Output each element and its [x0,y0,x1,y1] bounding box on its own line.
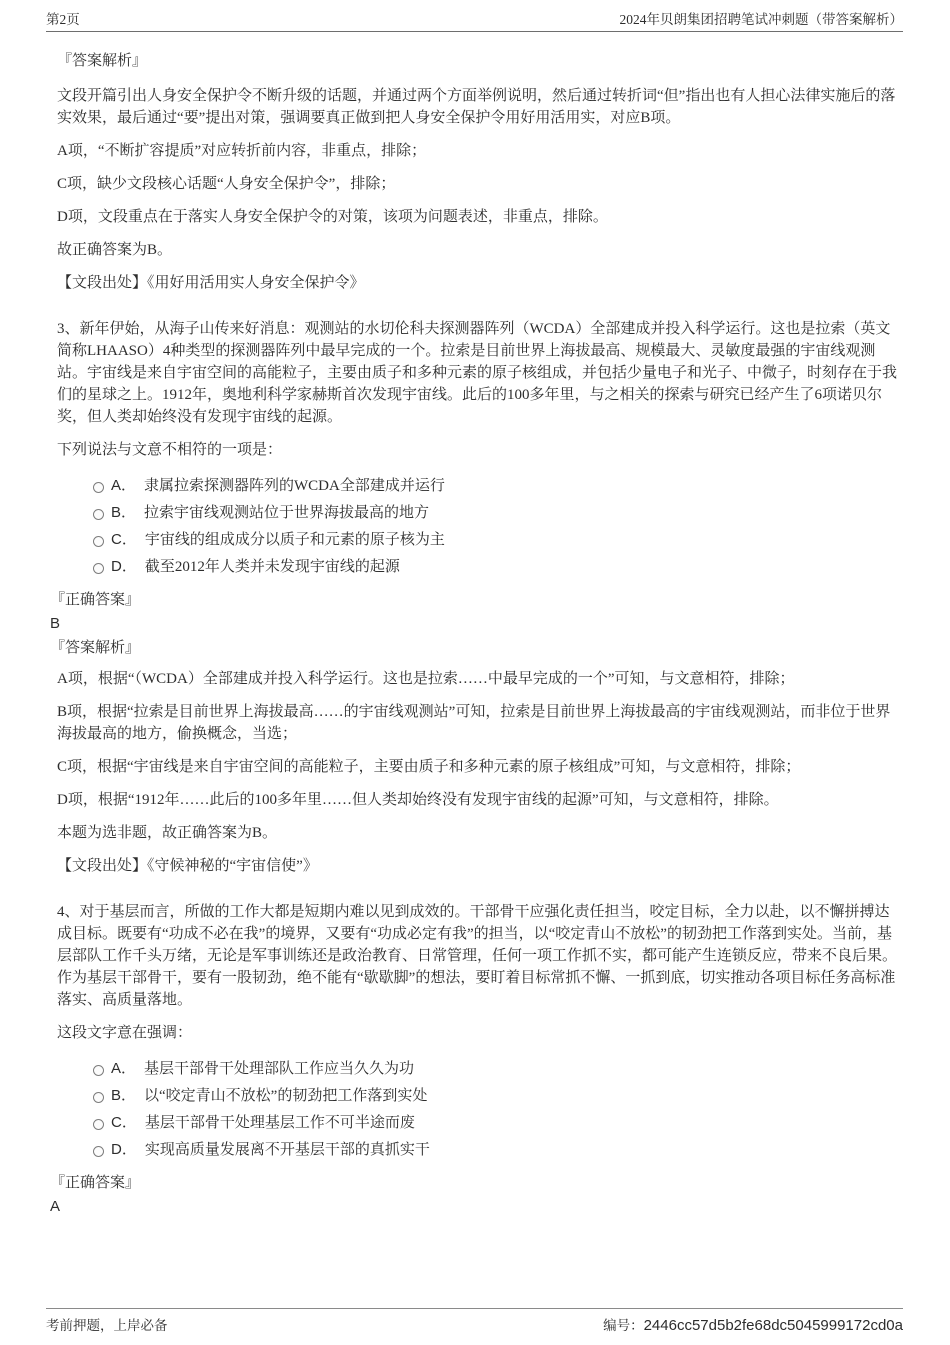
option-text: 宇宙线的组成成分以质子和元素的原子核为主 [144,532,445,548]
option-letter: B． [111,1087,137,1104]
option-text: 实现高质量发展离不开基层干部的真抓实干 [144,1142,430,1158]
correct-answer-label: 『正确答案』 [50,592,141,608]
question-4-section [50,901,902,1219]
footer-divider [46,1308,903,1309]
document-title: 2024年贝朗集团招聘笔试冲刺题（带答案解析） [619,12,903,27]
question-3-section [50,318,902,877]
option-text: 以“咬定青山不放松”的韧劲把工作落到实处 [144,1088,428,1104]
radio-button[interactable] [93,536,104,547]
page-content [50,50,902,1227]
page-header [46,11,903,29]
radio-button[interactable] [93,1092,104,1103]
serial-number [603,1314,903,1334]
analysis-item-b: B项，根据“拉索是目前世界上海拔最高……的宇宙线观测站”可知，拉索是目前世界上海拔最高的宇宙线观测站，而非位于世界海拔最高的地方，偷换概念，当选； [57,704,891,742]
q4-option-a[interactable] [57,1058,902,1080]
option-letter: C． [111,531,137,548]
option-letter: A． [111,1060,137,1077]
option-letter: A． [111,477,137,494]
source-reference: 【文段出处】《用好用活用实人身安全保护令》 [57,275,365,291]
analysis-label: 『答案解析』 [50,640,141,656]
page-number: 第2页 [46,12,80,27]
correct-answer-label: 『正确答案』 [50,1175,141,1191]
q3-option-c[interactable] [57,529,902,551]
q4-answer-block [50,1171,902,1219]
option-text: 基层干部骨干处理部队工作应当久久为功 [144,1061,415,1077]
radio-button[interactable] [93,1065,104,1076]
q4-option-d[interactable] [57,1139,902,1161]
serial-value: 2446cc57d5b2fe68dc5045999172cd0a [643,1317,903,1334]
analysis-item-d: D项，文段重点在于落实人身安全保护令的对策，该项为问题表述，非重点，排除。 [57,209,608,225]
option-letter: D． [111,1141,137,1158]
correct-answer-value: B [50,615,61,632]
q3-answer-block [50,588,902,660]
option-text: 拉索宇宙线观测站位于世界海拔最高的地方 [144,505,430,521]
question-stem: 3、新年伊始，从海子山传来好消息：观测站的水切伦科夫探测器阵列（WCDA）全部建成并投入科学运行。这也是拉索（英文简称LHAASO）4种类型的探测器阵列中最早完成的一个。拉索是目前世界上海拔最高、规模最大、灵敏度最强的宇宙线观测站。宇宙线是来自宇宙空间的高能粒子，主要由质子和多种元素的原子核组成，并包括少量电子和光子、中微子，时刻存在于我们的星球之上。1912年，奥地利科学家赫斯首次发现宇宙线。此后的100多年里，与之相关的探索与研究已经产生了6项诺贝尔奖，但人类却始终没有发现宇宙线的起源。 [57,321,898,425]
analysis-item-a: A项，“不断扩容提质”对应转折前内容，非重点，排除； [57,143,427,159]
q4-options [57,1058,902,1161]
analysis-item-a: A项，根据“（WCDA）全部建成并投入科学运行。这也是拉索……中最早完成的一个”可知，与文意相符，排除； [57,671,795,687]
q2-analysis-section [57,50,902,294]
header-divider [46,31,903,32]
page-footer [46,1314,903,1334]
serial-label: 编号： [603,1318,644,1333]
radio-button[interactable] [93,1146,104,1157]
q3-option-d[interactable] [57,556,902,578]
q4-option-c[interactable] [57,1112,902,1134]
q3-option-a[interactable] [57,475,902,497]
analysis-item-c: C项，根据“宇宙线是来自宇宙空间的高能粒子，主要由质子和多种元素的原子核组成”可知，与文意相符，排除； [57,759,801,775]
analysis-label: 『答案解析』 [57,53,148,69]
question-stem: 4、对于基层而言，所做的工作大都是短期内难以见到成效的。干部骨干应强化责任担当，咬定目标，全力以赴，以不懈拼搏达成目标。既要有“功成不必在我”的境界，又要有“功成必定有我”的担当，以“咬定青山不放松”的韧劲把工作落到实处。当前，基层部队工作千头万绪，无论是军事训练还是政治教育、日常管理，任何一项工作抓不实，都可能产生连锁反应，带来不良后果。作为基层干部骨干，要有一股韧劲，绝不能有“歇歇脚”的想法，要盯着目标常抓不懈、一抓到底，切实推动各项目标任务高标准落实、高质量落地。 [57,904,898,1008]
question-prompt: 这段文字意在强调： [57,1025,193,1041]
correct-answer-value: A [50,1198,61,1215]
analysis-item-c: C项，缺少文段核心话题“人身安全保护令”，排除； [57,176,396,192]
radio-button[interactable] [93,509,104,520]
radio-button[interactable] [93,563,104,574]
option-letter: D． [111,558,137,575]
q3-options [57,475,902,578]
option-letter: B． [111,504,137,521]
q4-option-b[interactable] [57,1085,902,1107]
source-reference: 【文段出处】《守候神秘的“宇宙信使”》 [57,858,318,874]
analysis-summary: 文段开篇引出人身安全保护令不断升级的话题，并通过两个方面举例说明，然后通过转折词“但”指出也有人担心法律实施后的落实效果，最后通过“要”提出对策，强调要真正做到把人身安全保护令用好用活用实，对应B项。 [57,88,896,126]
q3-option-b[interactable] [57,502,902,524]
footer-slogan: 考前押题，上岸必备 [46,1318,168,1333]
radio-button[interactable] [93,482,104,493]
option-text: 截至2012年人类并未发现宇宙线的起源 [144,559,400,575]
option-letter: C． [111,1114,137,1131]
option-text: 隶属拉索探测器阵列的WCDA全部建成并运行 [144,478,445,494]
analysis-item-d: D项，根据“1912年……此后的100多年里……但人类却始终没有发现宇宙线的起源”可知，与文意相符，排除。 [57,792,779,808]
analysis-conclusion: 本题为选非题，故正确答案为B。 [57,825,278,841]
analysis-conclusion: 故正确答案为B。 [57,242,173,258]
radio-button[interactable] [93,1119,104,1130]
question-prompt: 下列说法与文意不相符的一项是： [57,442,283,458]
option-text: 基层干部骨干处理基层工作不可半途而废 [144,1115,415,1131]
